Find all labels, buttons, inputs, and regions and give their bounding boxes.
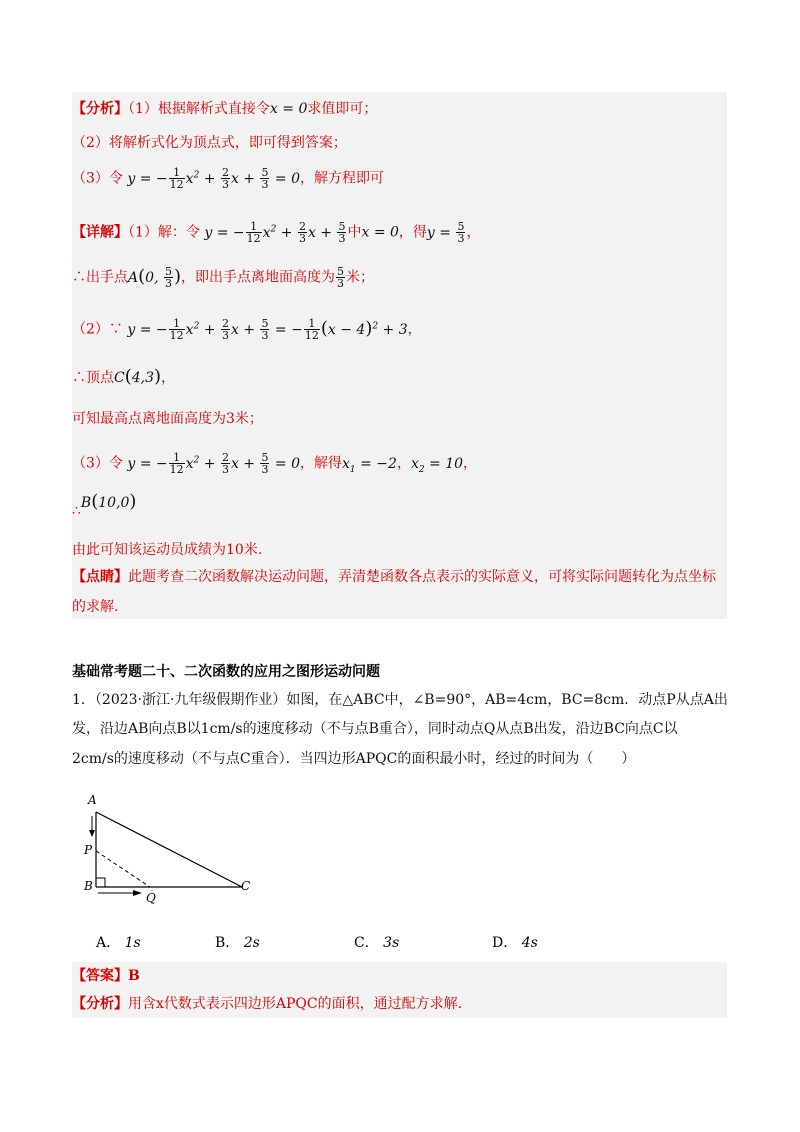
option-b[interactable]	[215, 932, 260, 952]
equation-parabola: y = − $\frac{1}{12}$ $x^2$ + $\frac{2}{3}$ x + $\frac{5}{3}$	[204, 220, 346, 246]
comment-line-2: 的求解.	[72, 599, 119, 615]
detail-line-8: 由此可知该运动员成绩为10米.	[72, 542, 263, 558]
right-angle-mark	[96, 878, 105, 887]
option-label: B．	[215, 935, 240, 951]
detail-line-6	[72, 450, 727, 479]
detail-text: ，	[463, 455, 478, 472]
question-line-2: 发，沿边AB向点B以1cm/s的速度移动（不与点B重合），同时动点Q从点B出发，沿边BC向点C以	[72, 721, 678, 737]
point-B: B(10,0)	[80, 491, 137, 512]
option-value: 4s	[521, 935, 538, 951]
label-C: C	[241, 879, 251, 893]
detail-text: （1）解：令	[128, 224, 200, 241]
detail-line-3	[72, 316, 727, 341]
detail-text: ，	[407, 321, 422, 338]
equation-parabola: y = − $\frac{1}{12}$ $x^2$ + $\frac{2}{3}$ x + $\frac{5}{3}$ = 0	[127, 166, 301, 192]
analysis2-tag: 【分析】	[72, 996, 128, 1012]
detail-text: 中	[347, 224, 362, 241]
detail-line-2	[72, 266, 727, 289]
detail-text: ，解得	[300, 455, 343, 472]
math-x-eq-0: x = 0	[269, 101, 308, 117]
analysis-text: ，解方程即可	[300, 170, 385, 187]
question-line-1: 1．（2023·浙江·九年级假期作业）如图，在△ABC中，∠B=90°，AB=4cm，BC=8cm．动点P从点A出	[72, 692, 728, 708]
analysis-text: 求值即可；	[307, 101, 378, 117]
detail-text: （3）令	[72, 455, 123, 472]
comment-line-1	[72, 567, 727, 587]
detail-text: ，得	[398, 224, 427, 241]
analysis2-line	[72, 994, 727, 1014]
analysis2-text: 用含x代数式表示四边形APQC的面积，通过配方求解.	[128, 996, 463, 1012]
analysis-line-2: （2）将解析式化为顶点式，即可得到答案；	[72, 135, 347, 151]
detail-text: ，	[396, 455, 411, 472]
label-Q: Q	[146, 891, 156, 905]
arrow-head-down	[89, 830, 95, 837]
side-AC	[96, 812, 242, 887]
math-y-value: y = $\frac{5}{3}$	[426, 220, 465, 246]
triangle-figure	[80, 792, 260, 907]
detail-line-1	[72, 219, 727, 244]
detail-text: ，	[466, 224, 481, 241]
detail-text: ∴	[72, 503, 81, 519]
detail-text: （2）∵	[72, 321, 123, 338]
label-P: P	[84, 843, 93, 857]
answer-value: B	[128, 968, 140, 984]
math-x-eq-0: x = 0	[361, 224, 399, 241]
question-line-3: 2cm/s的速度移动（不与点C重合）．当四边形APQC的面积最小时，经过的时间为（ ）	[72, 751, 636, 767]
label-B: B	[84, 879, 93, 893]
detail-line-7	[72, 491, 727, 521]
option-d[interactable]	[492, 932, 538, 952]
label-A: A	[88, 793, 97, 807]
detail-text: ，	[161, 370, 176, 386]
point-A: A(0, $\frac{5}{3}$ )	[128, 265, 181, 290]
root-x2: $x_2 = 10$	[410, 455, 464, 475]
detail-tag: 【详解】	[72, 224, 128, 241]
analysis-line-3	[72, 165, 727, 190]
detail-line-4	[72, 367, 727, 388]
option-c[interactable]	[354, 932, 399, 952]
option-label: C．	[354, 935, 379, 951]
option-value: 2s	[243, 935, 260, 951]
option-value: 3s	[383, 935, 400, 951]
arrow-head-right	[133, 890, 142, 896]
detail-line-5: 可知最高点离地面高度为3米；	[72, 411, 263, 427]
analysis-text: （3）令	[72, 170, 123, 187]
point-C: C(4,3)	[114, 366, 162, 387]
option-value: 1s	[124, 935, 141, 951]
analysis-tag: 【分析】	[72, 101, 128, 117]
root-x1: $x_1 = -2$	[342, 455, 397, 475]
comment-tag: 【点睛】	[72, 569, 128, 585]
detail-text: ，即出手点离地面高度为	[181, 269, 335, 286]
detail-text: 米；	[346, 269, 374, 286]
comment-text: 此题考查二次函数解决运动问题，弄清楚函数各点表示的实际意义，可将实际问题转化为点坐标	[128, 569, 716, 585]
option-label: A．	[96, 935, 121, 951]
analysis-text: （1）根据解析式直接令	[128, 101, 270, 117]
detail-text: ∴出手点	[72, 269, 128, 286]
equation-parabola: y = − $\frac{1}{12}$ $x^2$ + $\frac{2}{3}$ x + $\frac{5}{3}$ = 0	[127, 451, 301, 477]
equation-vertex-form: y = − $\frac{1}{12}$ $x^2$ + $\frac{2}{3}$ x + $\frac{5}{3}$ = − $\frac{1}{12}$ $(x - 4)^2 + 3$	[127, 317, 408, 343]
detail-text: ∴顶点	[72, 370, 114, 386]
answer-line	[72, 966, 727, 986]
math-height: $\frac{5}{3}$	[337, 265, 344, 290]
answer-tag: 【答案】	[72, 968, 128, 984]
option-a[interactable]	[96, 932, 141, 952]
analysis-line-1	[72, 99, 727, 119]
option-label: D．	[492, 935, 518, 951]
section-title: 基础常考题二十、二次函数的应用之图形运动问题	[72, 664, 380, 680]
segment-PQ	[96, 851, 150, 887]
